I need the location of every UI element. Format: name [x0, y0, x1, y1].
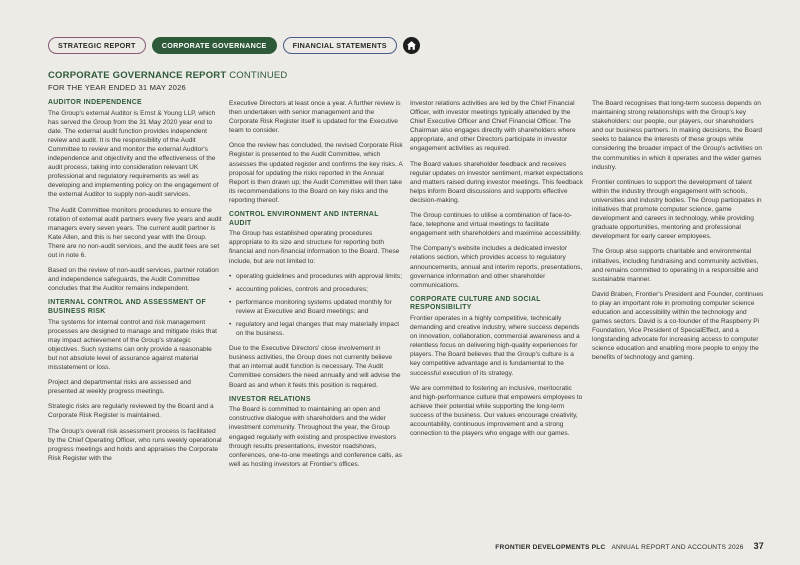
tab-corporate-governance[interactable]: CORPORATE GOVERNANCE: [152, 37, 277, 54]
paragraph: The Audit Committee monitors procedures to ensure the rotation of external audit partners every five years and audit managers every seven years. The current audit partner is Kate Allen, and this is her second year with the Group. There are no non-audit services, and the audit fees are set out in note 6.: [48, 206, 222, 259]
paragraph: Based on the review of non-audit services, partner rotation and independence safeguards, the Audit Committee concludes that the Auditor remains independent.: [48, 267, 219, 293]
paragraph: Once the review has concluded, the revised Corporate Risk Register is presented to the Audit Committee, which assesses the updated register and confirms the key risks. A proposal for updating the risks reported in the Annual Report is then drawn up; the Audit Committee will then take its recommendations to the Board on key risks and the reporting thereof.: [229, 142, 403, 204]
column-4: [592, 99, 766, 369]
paragraph: The Board recognises that long-term success depends on maintaining strong relationships with the Group's key stakeholders: our people, our players, our shareholders and our business partners. In making decisions, the Board seeks to balance the interests of these groups while considering the broader impact of the Group's activities on the communities in which it operates and the wider games industry.: [592, 100, 763, 171]
section-nav: [48, 37, 420, 54]
home-icon: [406, 40, 417, 51]
paragraph: David Braben, Frontier's President and Founder, continues to play an important role in promoting computer science education and accessibility within the technology and games sectors. David is a co-founder of the Raspberry Pi Foundation, Vice President of SpecialEffect, and a longstanding advocate for increasing access to computer science education and enabling more people to enjoy the benefits of technology and gaming.: [592, 290, 764, 362]
paragraph: The Board values shareholder feedback and receives regular updates on investor sentiment, market expectations and matters raised during investor meetings. This feedback helps inform Board discussions and supports effective decision-making.: [410, 160, 583, 204]
column-2: [229, 99, 403, 475]
list-item: • regulatory and legal changes that may materially impact on the business.: [229, 320, 403, 338]
paragraph: The Group has established operating procedures appropriate to its size and structure for reporting both financial and non-financial information to the Board. These include, but are not limited to:: [229, 230, 400, 265]
paragraph: Executive Directors at least once a year. A further review is then undertaken with senior management and the Corporate Risk Register itself is updated for the Executive team to consider.: [229, 100, 401, 135]
title-text: CORPORATE GOVERNANCE REPORT: [48, 70, 227, 81]
page-footer: [495, 541, 764, 551]
paragraph: We are committed to fostering an inclusive, meritocratic and high-performance culture that empowers employees to achieve their potential while supporting the long-term success of the business. Our values encourage creativity, accountability, continuous improvement and a strong connection to the players who engage with our games.: [410, 384, 583, 438]
list-item: • performance monitoring systems updated monthly for review at Executive and Board meetings; and: [229, 298, 403, 316]
column-1: [48, 99, 222, 469]
page-number: 37: [753, 541, 764, 551]
page-title: [48, 70, 287, 81]
heading-auditor-independence: AUDITOR INDEPENDENCE: [48, 99, 142, 106]
footer-report: ANNUAL REPORT AND ACCOUNTS 2026: [611, 544, 744, 551]
paragraph: The Company's website includes a dedicated investor relations section, which provides access to regulatory announcements, annual and interim reports, presentations, governance information and other shareholder communications.: [410, 245, 583, 289]
page-header: [48, 70, 287, 92]
paragraph: Strategic risks are regularly reviewed by the Board and a Corporate Risk Register is maintained.: [48, 403, 214, 420]
paragraph: The Group also supports charitable and environmental initiatives, including fundraising and community activities, and remains committed to operating in a responsible and sustainable manner.: [592, 248, 759, 283]
page-subtitle: FOR THE YEAR ENDED 31 MAY 2026: [48, 83, 186, 92]
paragraph: Frontier operates in a highly competitive, technically demanding and creative industry, where success depends on innovation, collaboration, commercial awareness and a relentless focus on delivering high-quality experiences for players. The Board believes that the Group's culture is a key competitive advantage and is fundamental to the successful execution of its strategy.: [410, 314, 580, 377]
column-3: [410, 99, 584, 444]
tab-financial-statements[interactable]: FINANCIAL STATEMENTS: [283, 37, 397, 54]
heading-internal-control: INTERNAL CONTROL AND ASSESSMENT OF BUSINESS RISK: [48, 299, 206, 315]
paragraph: Investor relations activities are led by the Chief Financial Officer, with investor meetings typically attended by the Chief Executive Officer and Chief Financial Officer. The Chairman also engages directly with shareholders where appropriate, and other Directors participate in investor engagement activities as required.: [410, 100, 576, 153]
heading-control-environment: CONTROL ENVIRONMENT AND INTERNAL AUDIT: [229, 211, 379, 227]
paragraph: The Group continues to utilise a combination of face-to-face, telephone and virtual meetings to facilitate engagement with shareholders and maximise accessibility.: [410, 212, 582, 238]
bullet-list: [229, 272, 403, 339]
paragraph: The Group's external Auditor is Ernst & Young LLP, which has served the Group from the 31 May 2020 year end to date. The external audit function provides independent review and audit. It is the responsibility of the Audit Committee to review and monitor the external Auditor's independence and objectivity and the effectiveness of the audit process, taking into consideration relevant UK professional and regulatory requirements as well as developing and implementing policy on the engagement of the external Auditor to supply non-audit services.: [48, 109, 219, 199]
title-continued: CONTINUED: [229, 70, 288, 81]
heading-investor-relations: INVESTOR RELATIONS: [229, 395, 311, 403]
paragraph: Frontier continues to support the development of talent within the industry through engagement with schools, universities and industry bodies. The Group participates in initiatives that promote computer science, game development and careers in technology, while providing graduate opportunities, mentoring and professional development for early career employees.: [592, 178, 762, 241]
footer-company: FRONTIER DEVELOPMENTS PLC: [495, 544, 606, 551]
paragraph: The Board is committed to maintaining an open and constructive dialogue with shareholders and the wider investment community. Throughout the year, the Group engaged regularly with existing and prospective investors through results presentations, investor roadshows, conferences, one-to-one meetings and conference calls, as well as hosting investors at Frontier's offices.: [229, 406, 403, 468]
paragraph: Due to the Executive Directors' close involvement in business activities, the Group does not currently believe that an internal audit function is necessary. The Audit Committee considers the need annually and will advise the Board as and when it feels this position is required.: [229, 345, 401, 389]
list-item: • accounting policies, controls and procedures;: [229, 285, 403, 294]
list-item: • operating guidelines and procedures with approval limits;: [229, 272, 403, 281]
home-button[interactable]: [403, 37, 420, 54]
heading-corporate-culture: CORPORATE CULTURE AND SOCIAL RESPONSIBILITY: [410, 295, 541, 312]
tab-strategic-report[interactable]: STRATEGIC REPORT: [48, 37, 146, 54]
paragraph: Project and departmental risks are assessed and presented at weekly progress meetings.: [48, 379, 191, 396]
paragraph: The systems for internal control and risk management processes are designed to manage and mitigate risks that may impact achievement of the Group's strategic objectives. Such systems can only provide a reasonable but not absolute level of assurance against material misstatement or loss.: [48, 318, 217, 372]
paragraph: The Group's overall risk assessment process is facilitated by the Chief Operating Officer, who runs weekly operational progress meetings and holds and appraises the Corporate Risk Register with the: [48, 427, 222, 462]
